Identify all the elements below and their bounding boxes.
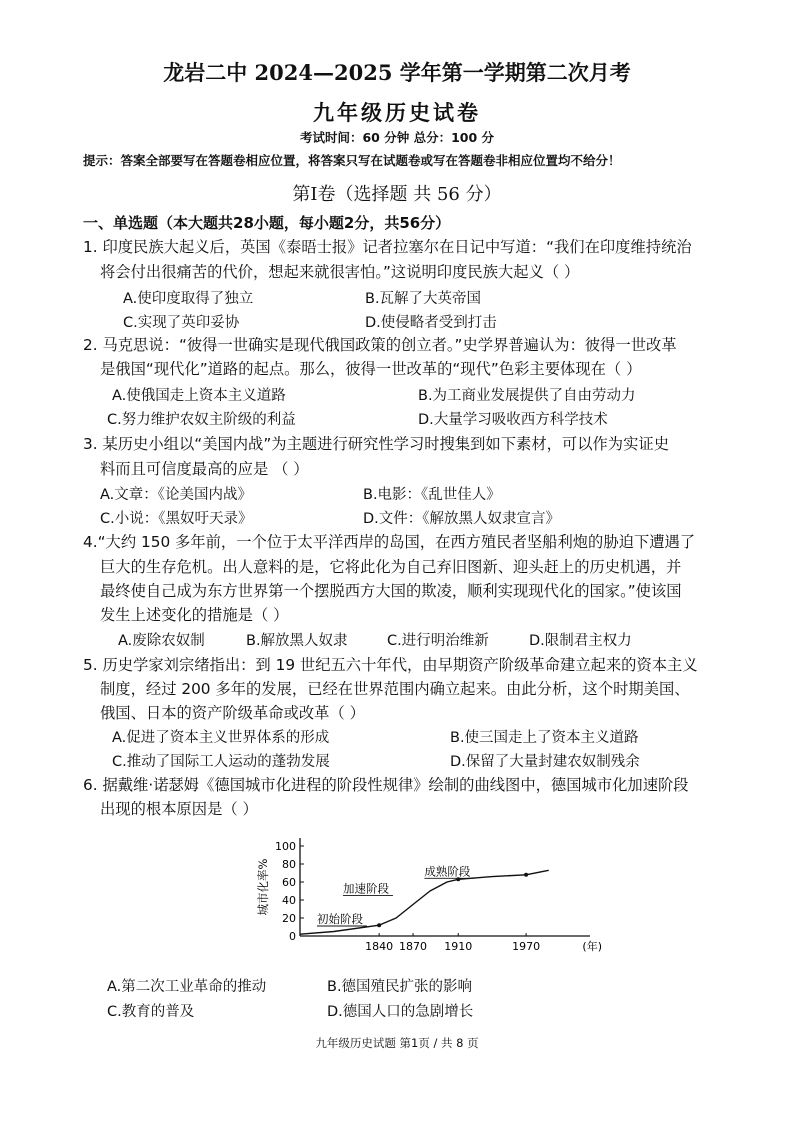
y-tick-label: 80 <box>282 858 296 871</box>
q2-option-c: C.努力维护农奴主阶级的利益 <box>107 412 296 428</box>
q4-line-3: 最终使自己成为东方世界第一个摆脱西方大国的欺凌，顺利实现现代化的国家。”使该国 <box>100 582 682 600</box>
q2-line-1: 2. 马克思说：“彼得一世确实是现代俄国政策的创立者。”史学界普遍认为：彼得一世改革 <box>83 336 677 354</box>
q1-option-b: B.瓦解了大英帝国 <box>365 291 482 307</box>
q6-option-a: A.第二次工业革命的推动 <box>107 979 267 995</box>
q1-option-d: D.使侵略者受到打击 <box>365 315 497 331</box>
q1-option-a: A.使印度取得了独立 <box>123 291 254 307</box>
exam-title: 龙岩二中 2024—2025 学年第一学期第二次月考 <box>163 60 631 85</box>
q4-option-b: B.解放黑人奴隶 <box>246 633 348 649</box>
stage-label-2: 加速阶段 <box>342 881 389 896</box>
q6-line-1: 6. 据戴维·诺瑟姆《德国城市化进程的阶段性规律》绘制的曲线图中，德国城市化加速阶段 <box>83 776 689 794</box>
y-tick-label: 100 <box>275 840 296 853</box>
q5-option-b: B.使三国走上了资本主义道路 <box>450 730 639 746</box>
q4-line-1: 4.“大约 150 多年前，一个位于太平洋西岸的岛国，在西方殖民者坚船利炮的胁迫下遭遇了 <box>83 533 696 551</box>
exam-info: 考试时间：60 分钟 总分：100 分 <box>299 130 495 145</box>
x-tick-label: 1970 <box>512 940 541 953</box>
q5-line-3: 俄国、日本的资产阶级革命或改革（ ） <box>100 704 365 722</box>
q3-option-b: B.电影：《乱世佳人》 <box>363 487 501 503</box>
part-title: 第Ⅰ卷（选择题 共 56 分） <box>292 184 502 205</box>
q5-line-1: 5. 历史学家刘宗绪指出：到 19 世纪五六十年代，由早期资产阶级革命建立起来的资本主义 <box>83 656 698 674</box>
q4-option-c: C.进行明治维新 <box>387 633 489 649</box>
x-tick-label: 1870 <box>399 940 428 953</box>
q1-line-1: 1. 印度民族大起义后，英国《泰晤士报》记者拉塞尔在日记中写道：“我们在印度维持统治 <box>83 238 692 256</box>
q1-line-2: 将会付出很痛苦的代价，想起来就很害怕。”这说明印度民族大起义（ ） <box>100 263 580 281</box>
q6-option-b: B.德国殖民扩张的影响 <box>327 979 473 995</box>
stage-label-1: 初始阶段 <box>316 912 363 926</box>
urbanization-chart <box>255 825 600 965</box>
y-axis-label: 城市化率% <box>256 858 270 916</box>
y-tick-label: 40 <box>282 894 296 907</box>
q4-line-4: 发生上述变化的措施是（ ） <box>100 606 289 624</box>
q6-option-d: D.德国人口的急剧增长 <box>327 1004 474 1020</box>
q3-line-1: 3. 某历史小组以“美国内战”为主题进行研究性学习时搜集到如下素材，可以作为实证史 <box>83 435 669 453</box>
q1-option-c: C.实现了英印妥协 <box>123 315 240 331</box>
q3-option-c: C.小说：《黑奴吁天录》 <box>100 511 253 527</box>
exam-subject: 九年级历史试卷 <box>313 100 481 125</box>
q2-option-d: D.大量学习吸收西方科学技术 <box>418 412 608 428</box>
q5-line-2: 制度，经过 200 多年的发展，已经在世界范围内确立起来。由此分析，这个时期美国、 <box>100 680 690 698</box>
q4-line-2: 巨大的生存危机。出人意料的是，它将此化为自己弃旧图新、迎头赶上的历史机遇，并 <box>100 558 682 576</box>
section-title: 一、单选题（本大题共28小题，每小题2分，共56分） <box>83 214 451 232</box>
data-point <box>524 873 528 877</box>
q6-line-2: 出现的根本原因是（ ） <box>100 800 258 818</box>
x-axis-label: (年) <box>582 940 602 953</box>
q5-option-c: C.推动了国际工人运动的蓬勃发展 <box>112 754 330 770</box>
x-tick-label: 1840 <box>365 940 394 953</box>
page-footer: 九年级历史试题 第1页 / 共 8 页 <box>315 1036 479 1050</box>
q2-line-2: 是俄国“现代化”道路的起点。那么，彼得一世改革的“现代”色彩主要体现在（ ） <box>100 360 642 378</box>
q6-option-c: C.教育的普及 <box>107 1004 195 1020</box>
y-tick-label: 60 <box>282 876 296 889</box>
q4-option-a: A.废除农奴制 <box>118 633 205 649</box>
q5-option-a: A.促进了资本主义世界体系的形成 <box>112 730 330 746</box>
data-point <box>377 923 381 927</box>
stage-label-3: 成熟阶段 <box>424 864 471 879</box>
q3-line-2: 料而且可信度最高的应是 （ ） <box>100 460 309 478</box>
q3-option-a: A.文章：《论美国内战》 <box>100 487 253 503</box>
exam-tip: 提示：答案全部要写在答题卷相应位置，将答案只写在试题卷或写在答题卷非相应位置均不给分！ <box>83 153 621 168</box>
x-tick-label: 1910 <box>444 940 473 953</box>
q2-option-a: A.使俄国走上资本主义道路 <box>112 388 286 404</box>
q4-option-d: D.限制君主权力 <box>529 633 632 649</box>
q5-option-d: D.保留了大量封建农奴制残余 <box>450 754 640 770</box>
q2-option-b: B.为工商业发展提供了自由劳动力 <box>418 388 636 404</box>
q3-option-d: D.文件：《解放黑人奴隶宣言》 <box>363 511 561 527</box>
y-tick-label: 20 <box>282 912 296 925</box>
y-tick-label: 0 <box>289 930 296 943</box>
